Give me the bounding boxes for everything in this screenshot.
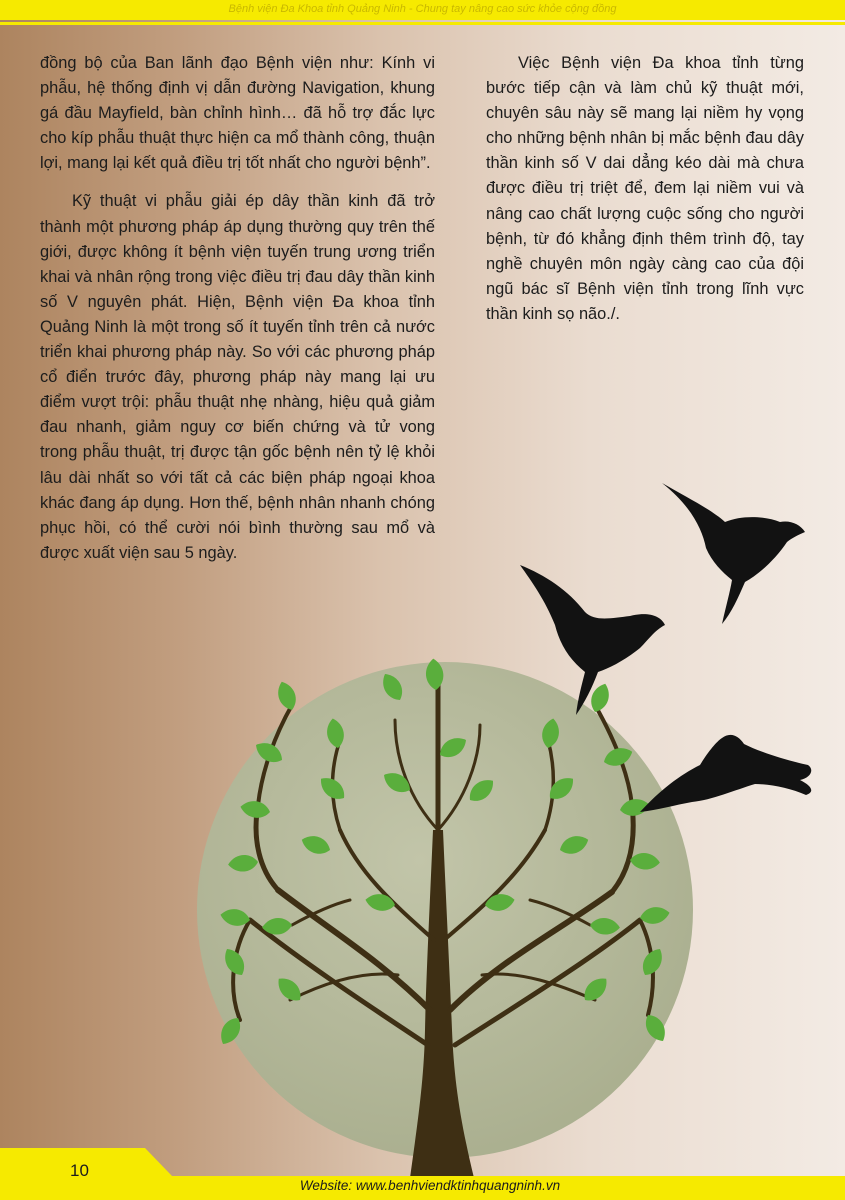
- bird-icon: [640, 735, 811, 812]
- paragraph: Kỹ thuật vi phẫu giải ép dây thần kinh đã trở thành một phương pháp áp dụng thường quy trên thế giới, được không ít bệnh viện tuyến trung ương triển khai và nhân rộng trong việc điều trị đau dây thần kinh số V nguyên phát. Hiện, Bệnh viện Đa khoa tỉnh Quảng Ninh là một trong số ít tuyến tỉnh trên cả nước triển khai phương pháp này. So với các phương pháp cổ điển trước đây, phương pháp này mang lại ưu điểm vượt trội: phẫu thuật nhẹ nhàng, hiệu quả giảm đau nhanh, giảm nguy cơ biến chứng và tử vong trong phẫu thuật, trị được tận gốc bệnh nên tỷ lệ khỏi lâu dài nhất so với tất cả các biện pháp ngoại khoa khác đang áp dụng. Hơn thế, bệnh nhân nhanh chóng phục hồi, có thể cười nói bình thường sau mổ và được xuất viện sau 5 ngày.: [40, 192, 435, 562]
- paragraph: đồng bộ của Ban lãnh đạo Bệnh viện như: Kính vi phẫu, hệ thống định vị dẫn đường Navigation, khung gá đầu Mayfield, bàn chỉnh hình… đã hỗ trợ đắc lực cho kíp phẫu thuật thực hiện ca mổ thành công, thuận lợi, mang lại kết quả điều trị tốt nhất cho người bệnh”.: [40, 54, 435, 173]
- footer-website: Website: www.benhviendktinhquangninh.vn: [299, 1178, 561, 1193]
- bird-icon: [662, 483, 805, 624]
- page-number: 10: [70, 1161, 89, 1180]
- left-text-column: [40, 51, 435, 566]
- header-slogan: Bệnh viện Đa Khoa tỉnh Quảng Ninh - Chung tay nâng cao sức khỏe cộng đồng: [228, 3, 617, 15]
- paragraph: Việc Bệnh viện Đa khoa tỉnh từng bước tiếp cận và làm chủ kỹ thuật mới, chuyên sâu này sẽ mang lại niềm hy vọng cho những bệnh nhân bị mắc bệnh đau dây thần kinh số V dai dẳng kéo dài mà chưa được điều trị triệt để, đem lại niềm vui và nâng cao chất lượng cuộc sống cho người bệnh, từ đó khẳng định thêm trình độ, tay nghề chuyên môn ngày càng cao của đội ngũ bác sĩ Bệnh viện tỉnh trong lĩnh vực thần kinh sọ não./.: [486, 54, 804, 323]
- right-text-column: [486, 51, 804, 327]
